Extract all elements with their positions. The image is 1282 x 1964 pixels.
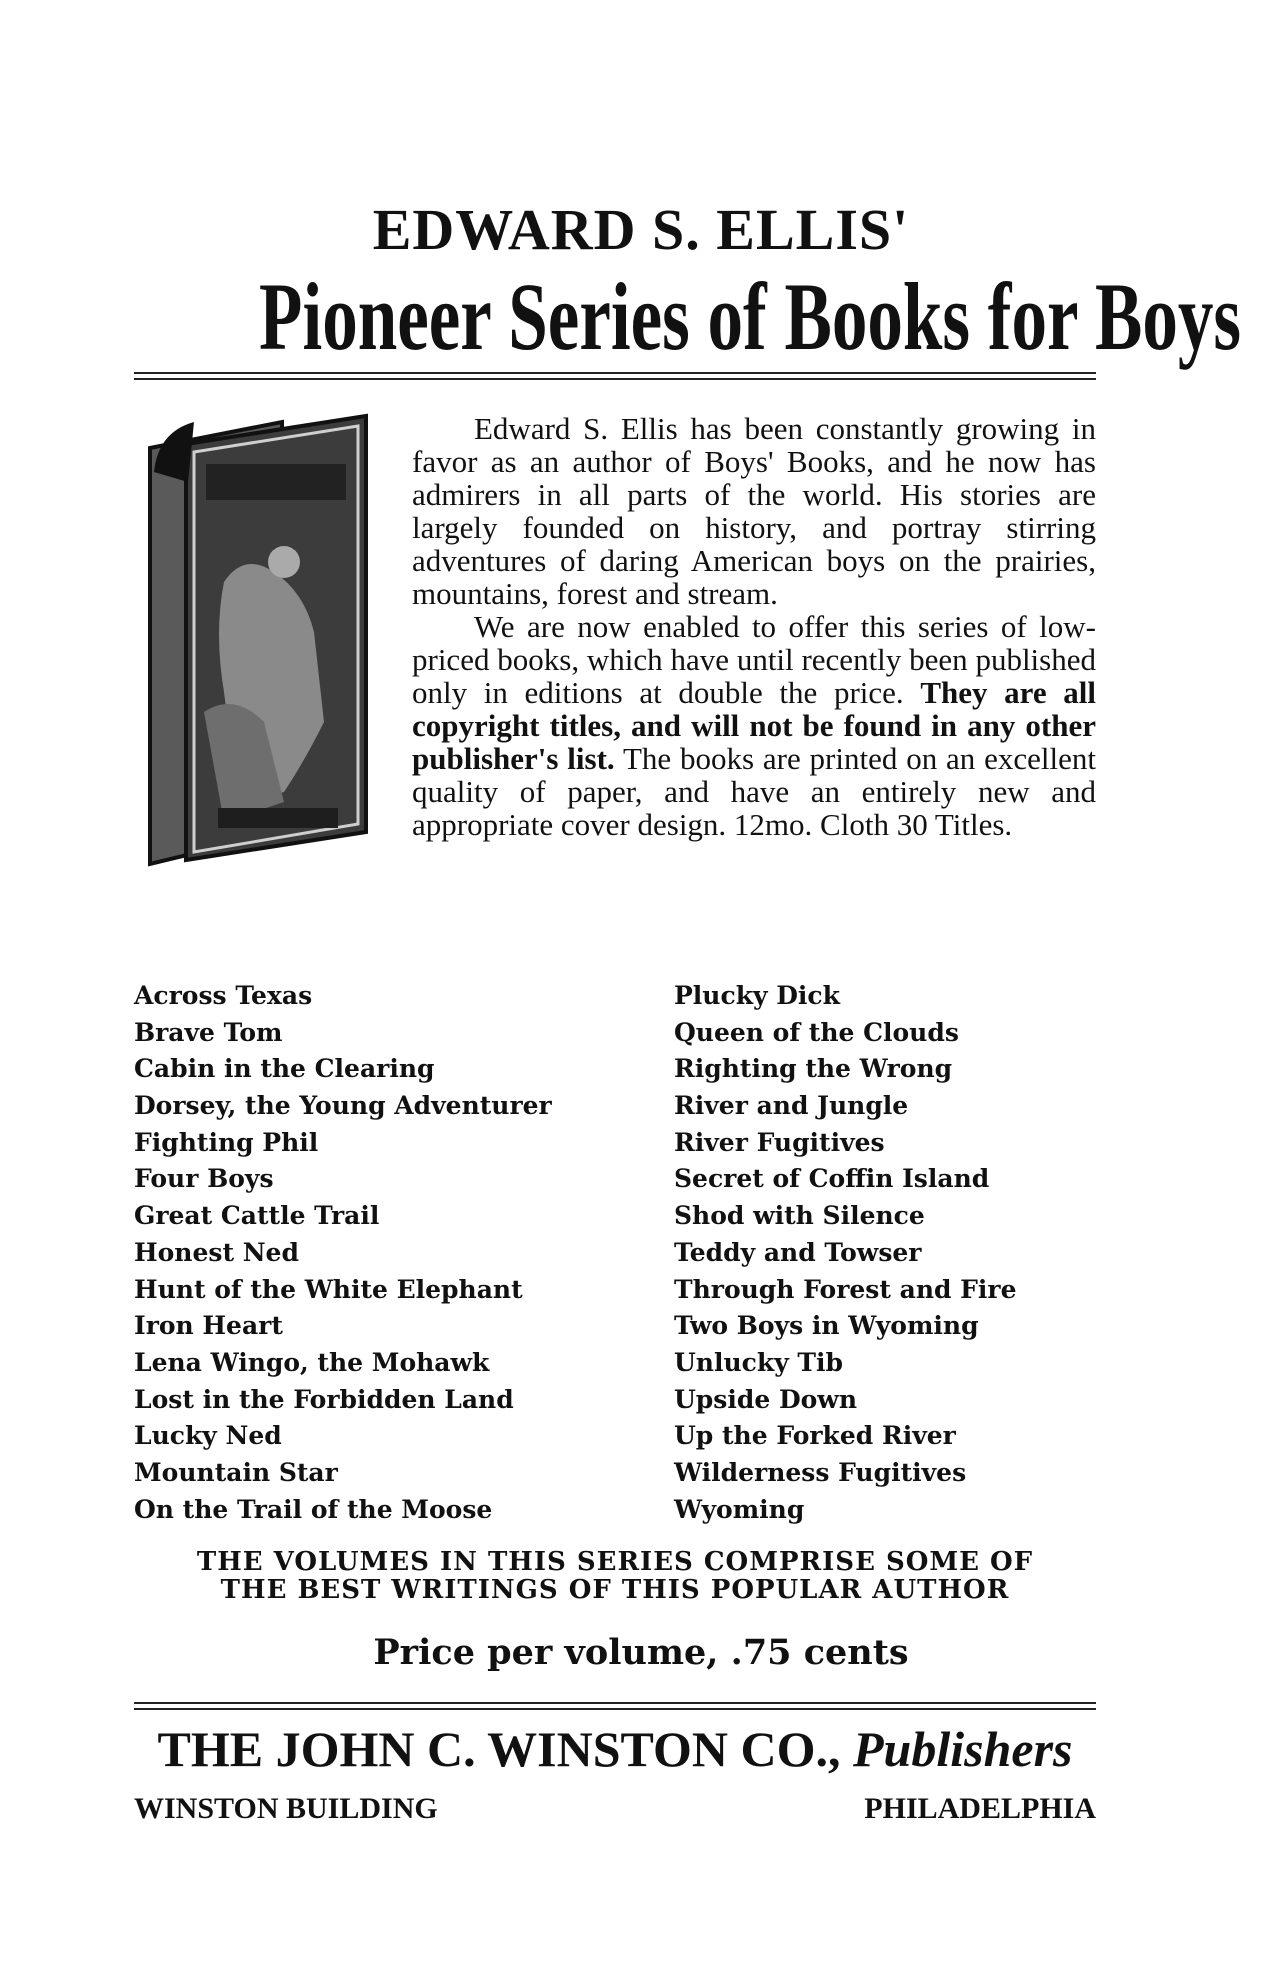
- publisher-building: WINSTON BUILDING: [134, 1792, 438, 1825]
- list-item: Fighting Phil: [134, 1127, 319, 1157]
- list-item: Dorsey, the Young Adventurer: [134, 1091, 552, 1121]
- series-title: Pioneer Series of Books for Boys: [259, 263, 1242, 370]
- list-item: Cabin in the Clearing: [134, 1054, 435, 1084]
- publisher-name: THE JOHN C. WINSTON CO., Publishers: [157, 1721, 1073, 1777]
- series-notice: THE VOLUMES IN THIS SERIES COMPRISE SOME OF THE BEST WRITINGS OF THIS POPULAR AUTHOR: [196, 1547, 1034, 1605]
- list-item: Secret of Coffin Island: [674, 1164, 990, 1194]
- list-item: Shod with Silence: [674, 1201, 925, 1231]
- author-heading: EDWARD S. ELLIS': [372, 197, 910, 262]
- list-item: Honest Ned: [134, 1237, 299, 1267]
- list-item: Through Forest and Fire: [674, 1274, 1017, 1304]
- titles-column-right: [674, 978, 1017, 1528]
- list-item: Up the Forked River: [674, 1421, 956, 1451]
- list-item: Mountain Star: [134, 1457, 338, 1487]
- list-item: Lena Wingo, the Mohawk: [134, 1347, 490, 1377]
- list-item: Plucky Dick: [674, 981, 840, 1010]
- list-item: Brave Tom: [134, 1017, 283, 1047]
- list-item: River and Jungle: [674, 1091, 909, 1121]
- list-item: Righting the Wrong: [674, 1054, 953, 1084]
- list-item: Wilderness Fugitives: [674, 1457, 967, 1487]
- list-item: Across Texas: [134, 981, 313, 1010]
- description-paragraph-2: We are now enabled to offer this series of low-priced books, which have until recently been published only in editions at double the price. They are all copyright titles, and will not be found in any other publisher's list. The books are printed on an excellent quality of paper, and have an entirely new and appropriate cover design. 12mo. Cloth 30 Titles.: [412, 609, 1096, 842]
- list-item: Queen of the Clouds: [674, 1017, 959, 1047]
- copyright-notice: They are all copyright titles, and will not be found in any other publisher's list.: [412, 675, 1096, 776]
- list-item: Great Cattle Trail: [134, 1201, 380, 1231]
- list-item: Lucky Ned: [134, 1421, 282, 1451]
- list-item: Upside Down: [674, 1384, 857, 1414]
- list-item: Lost in the Forbidden Land: [134, 1384, 514, 1414]
- price-line: Price per volume, .75 cents: [373, 1632, 909, 1673]
- titles-column-left: [134, 978, 552, 1528]
- list-item: On the Trail of the Moose: [134, 1494, 493, 1524]
- list-item: Iron Heart: [134, 1311, 283, 1341]
- list-item: Two Boys in Wyoming: [674, 1311, 979, 1341]
- title-rule: [134, 372, 1096, 380]
- list-item: Unlucky Tib: [674, 1347, 844, 1377]
- list-item: Four Boys: [134, 1164, 274, 1194]
- list-item: Teddy and Towser: [674, 1237, 922, 1267]
- list-item: Hunt of the White Elephant: [134, 1274, 523, 1304]
- publisher-city: PHILADELPHIA: [864, 1792, 1096, 1825]
- list-item: Wyoming: [674, 1494, 805, 1524]
- series-description: [134, 412, 1096, 874]
- description-paragraph-1: Edward S. Ellis has been constantly growing in favor as an author of Boys' Books, and he now has admirers in all parts of the world. His stories are largely founded on history, and portray stirring adventures of daring American boys on the prairies, mountains, forest and stream.: [412, 411, 1096, 611]
- list-item: River Fugitives: [674, 1127, 885, 1157]
- publisher-rule: [134, 1702, 1096, 1710]
